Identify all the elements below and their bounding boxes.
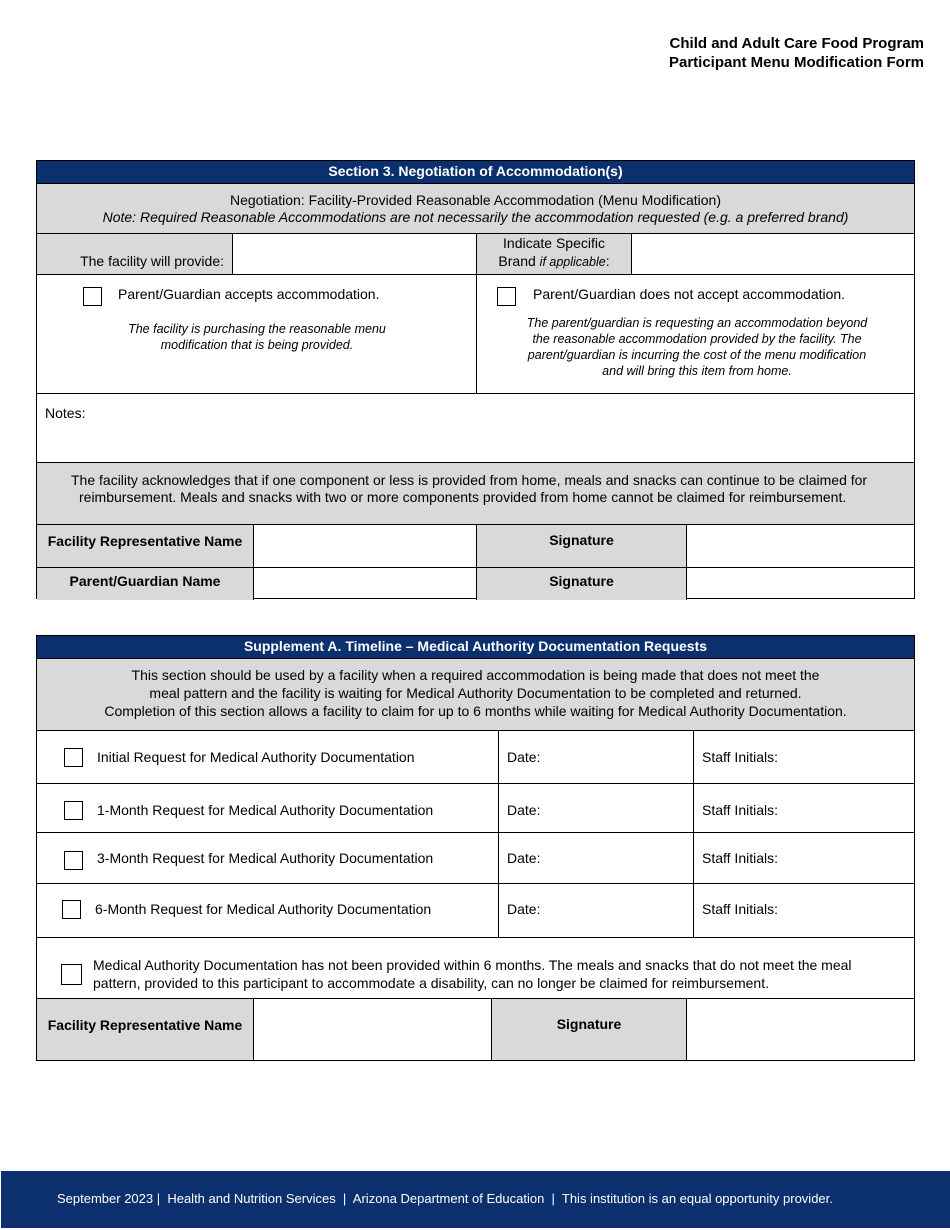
intro-line1: This section should be used by a facility when a required accommodation is being made that does not meet the xyxy=(131,667,820,683)
staff-initials-field[interactable] xyxy=(693,884,914,937)
request-row-6-month xyxy=(37,883,914,937)
request-checkbox[interactable] xyxy=(64,748,83,767)
not-accept-label: Parent/Guardian does not accept accommodation. xyxy=(533,286,846,302)
brand-label-cell xyxy=(476,234,631,274)
parent-row xyxy=(37,567,914,600)
accept-checkbox[interactable] xyxy=(83,287,102,306)
staff-initials-label: Staff Initials: xyxy=(702,802,779,818)
staff-initials-label: Staff Initials: xyxy=(702,850,779,866)
supplement-facility-rep-name-field[interactable] xyxy=(253,999,491,1060)
supplement-intro xyxy=(37,658,914,730)
staff-initials-field[interactable] xyxy=(693,833,914,883)
staff-initials-label: Staff Initials: xyxy=(702,901,779,917)
request-label: 6-Month Request for Medical Authority Documentation xyxy=(95,901,432,917)
page-footer xyxy=(1,1171,950,1228)
date-label: Date: xyxy=(507,749,541,765)
supplement-a-title: Supplement A. Timeline – Medical Authority Documentation Requests xyxy=(37,636,914,658)
not-provided-text: Medical Authority Documentation has not been provided within 6 months. The meals and snacks that do not meet the meal pattern, provided to this participant to accommodate a disability, can no longer be claimed for reimbursement. xyxy=(93,957,852,991)
parent-signature-label: Signature xyxy=(476,568,686,600)
negotiation-line: Negotiation: Facility-Provided Reasonable Accommodation (Menu Modification) xyxy=(229,192,722,208)
staff-initials-label: Staff Initials: xyxy=(702,749,779,765)
request-checkbox[interactable] xyxy=(64,851,83,870)
request-date-field[interactable] xyxy=(498,784,693,832)
note-line: Note: Required Reasonable Accommodations are not necessarily the accommodation requested (e.g. a preferred brand) xyxy=(102,209,849,225)
intro-line2: meal pattern and the facility is waiting for Medical Authority Documentation to be completed and returned. xyxy=(149,685,802,701)
staff-initials-field[interactable] xyxy=(693,784,914,832)
not-accept-description: The parent/guardian is requesting an accommodation beyond the reasonable accommodation provided by the facility. The parent/guardian is incurring the cost of the menu modification and will bring this item from home. xyxy=(526,316,868,378)
facility-rep-signature-field[interactable] xyxy=(686,525,914,567)
brand-label-line1: Indicate Specific xyxy=(503,235,605,251)
request-date-field[interactable] xyxy=(498,731,693,783)
date-label: Date: xyxy=(507,850,541,866)
request-date-field[interactable] xyxy=(498,833,693,883)
acceptance-row xyxy=(37,274,914,393)
accept-description: The facility is purchasing the reasonable menu modification that is being provided. xyxy=(128,322,386,352)
request-label: 1-Month Request for Medical Authority Documentation xyxy=(97,802,434,818)
request-label: Initial Request for Medical Authority Documentation xyxy=(97,749,415,765)
facility-rep-name-field[interactable] xyxy=(253,525,476,567)
accept-label: Parent/Guardian accepts accommodation. xyxy=(118,286,380,302)
supplement-signature-label: Signature xyxy=(491,999,686,1060)
request-date-field[interactable] xyxy=(498,884,693,937)
not-provided-checkbox[interactable] xyxy=(61,964,82,985)
supplement-a-table xyxy=(36,635,915,1061)
acknowledgement-text: The facility acknowledges that if one component or less is provided from home, meals and snacks can continue to be claimed for reimbursement. Meals and snacks with two or more components provided from home cannot be claimed for reimbursement. xyxy=(71,472,868,505)
supplement-signature-row xyxy=(37,998,914,1060)
facility-rep-row xyxy=(37,524,914,567)
request-row-1-month xyxy=(37,783,914,832)
request-row-initial xyxy=(37,730,914,783)
footer-text: September 2023 | Health and Nutrition Services | Arizona Department of Education | This institution is an equal opportunity provider. xyxy=(57,1191,833,1206)
parent-name-label: Parent/Guardian Name xyxy=(37,568,253,600)
parent-name-field[interactable] xyxy=(253,568,476,600)
negotiation-header xyxy=(37,183,914,233)
brand-label-line2: Brand if applicable: xyxy=(498,253,610,269)
notes-label: Notes: xyxy=(45,405,86,421)
acknowledgement-row xyxy=(37,462,914,524)
supplement-facility-rep-label: Facility Representative Name xyxy=(37,999,253,1060)
program-title: Child and Adult Care Food Program xyxy=(669,35,924,52)
form-header xyxy=(669,34,924,72)
accept-cell xyxy=(37,275,476,393)
section3-table xyxy=(36,160,915,599)
request-label: 3-Month Request for Medical Authority Documentation xyxy=(97,850,434,866)
not-provided-row xyxy=(37,937,914,998)
facility-rep-signature-label: Signature xyxy=(476,525,686,567)
date-label: Date: xyxy=(507,802,541,818)
supplement-signature-field[interactable] xyxy=(686,999,914,1060)
facility-rep-label: Facility Representative Name xyxy=(37,525,253,567)
brand-field[interactable] xyxy=(631,234,914,274)
date-label: Date: xyxy=(507,901,541,917)
request-row-3-month xyxy=(37,832,914,883)
form-title: Participant Menu Modification Form xyxy=(668,54,924,71)
not-accept-cell xyxy=(476,275,914,393)
provide-row xyxy=(37,233,914,274)
not-accept-checkbox[interactable] xyxy=(497,287,516,306)
will-provide-field[interactable] xyxy=(232,234,476,274)
parent-signature-field[interactable] xyxy=(686,568,914,600)
staff-initials-field[interactable] xyxy=(693,731,914,783)
will-provide-label: The facility will provide: xyxy=(80,253,224,269)
will-provide-label-cell xyxy=(37,234,232,274)
section3-title: Section 3. Negotiation of Accommodation(s) xyxy=(37,161,914,183)
intro-line3: Completion of this section allows a facility to claim for up to 6 months while waiting for Medical Authority Documentation. xyxy=(104,703,847,719)
request-checkbox[interactable] xyxy=(62,900,81,919)
request-checkbox[interactable] xyxy=(64,801,83,820)
notes-row[interactable] xyxy=(37,393,914,462)
